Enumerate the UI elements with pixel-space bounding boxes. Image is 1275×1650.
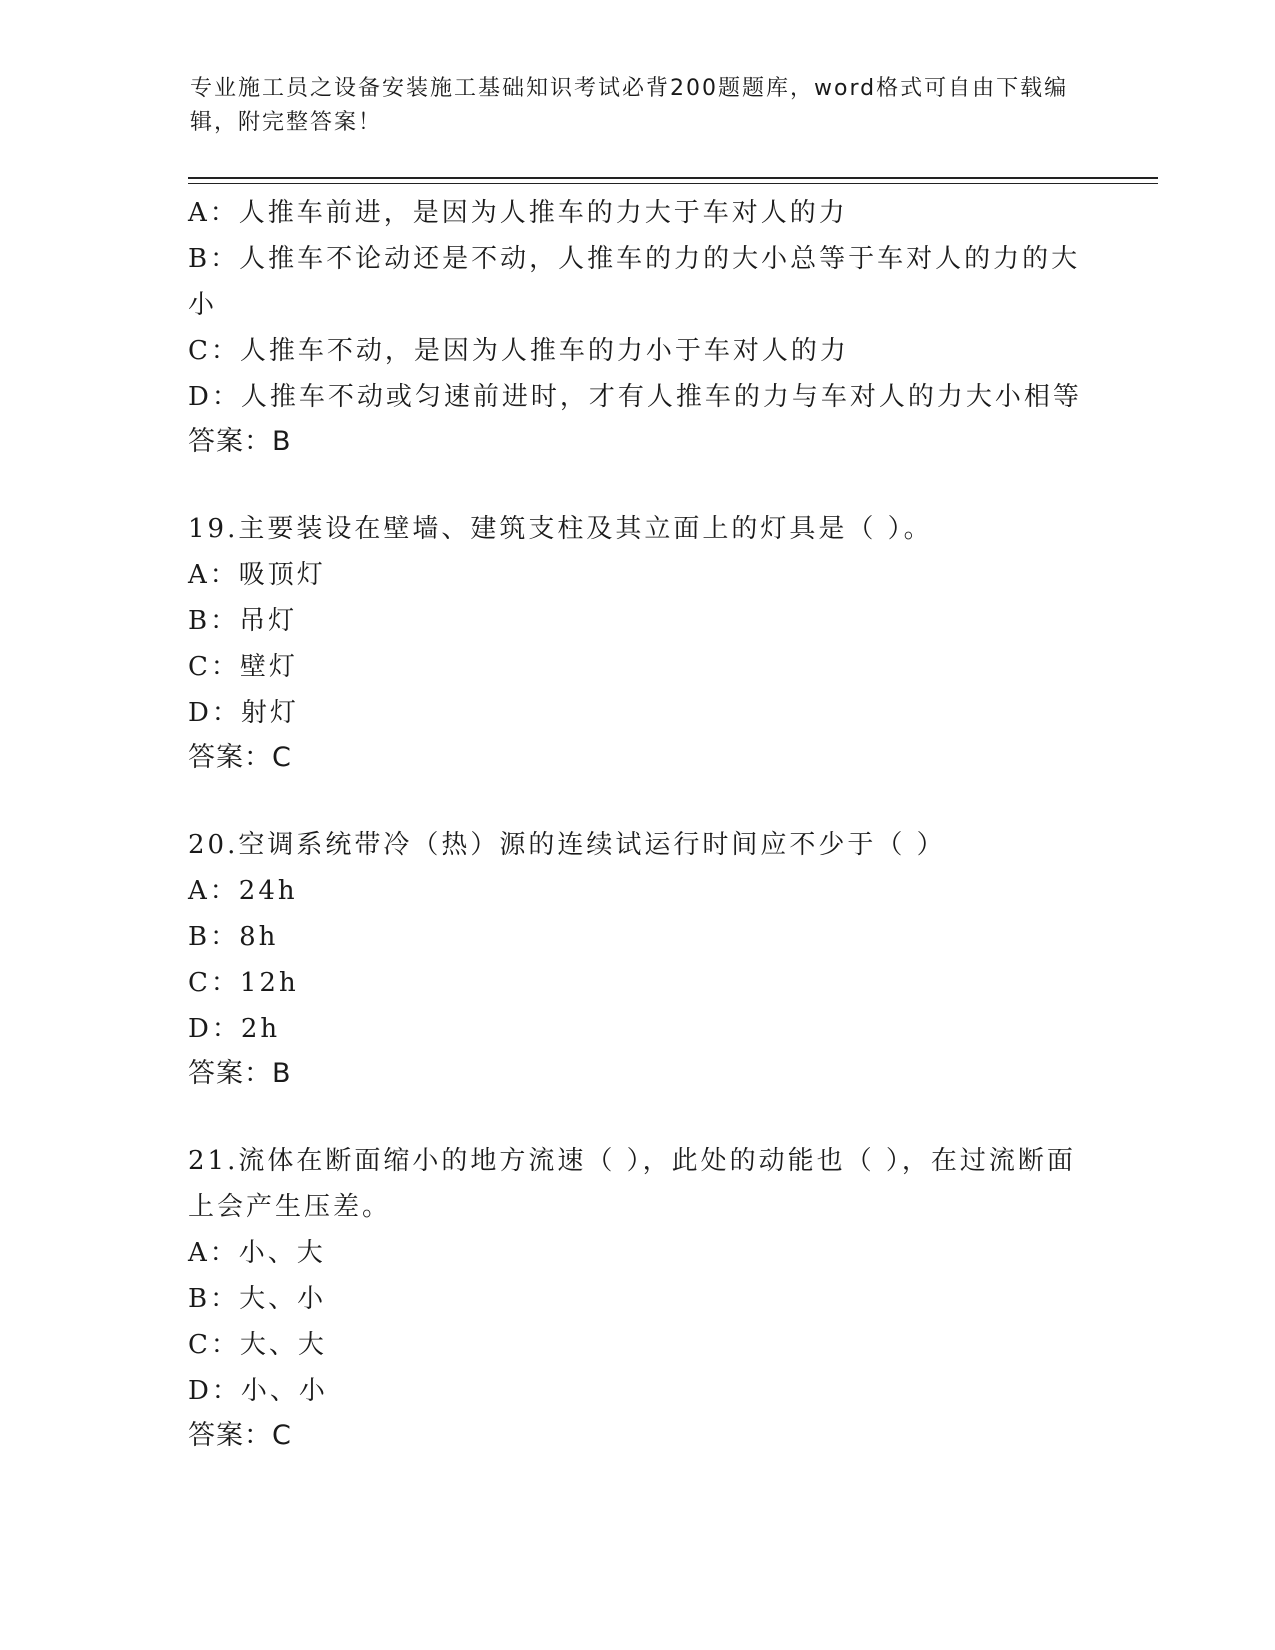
answer-line: 答案：B <box>188 1058 292 1089</box>
answer-line: 答案：C <box>188 742 292 773</box>
option-c: C：人推车不动，是因为人推车的力小于车对人的力 <box>188 336 849 366</box>
question-block <box>188 506 1088 780</box>
option-b: B：大、小 <box>188 1284 327 1314</box>
option-a: A：人推车前进，是因为人推车的力大于车对人的力 <box>188 198 848 228</box>
question-list <box>188 190 1088 1458</box>
answer-line: 答案：C <box>188 1420 292 1451</box>
question-block <box>188 822 1088 1096</box>
option-a: A：吸顶灯 <box>188 560 326 590</box>
option-c: C：大、大 <box>188 1330 327 1360</box>
option-b: B：人推车不论动还是不动，人推车的力的大小总等于车对人的力的大小 <box>188 244 1081 320</box>
question-text: 21.流体在断面缩小的地方流速（ ），此处的动能也（ ），在过流断面上会产生压差。 <box>188 1146 1076 1222</box>
option-b: B：8h <box>188 922 279 952</box>
question-text: 19.主要装设在壁墙、建筑支柱及其立面上的灯具是（ ）。 <box>188 514 933 544</box>
option-b: B：吊灯 <box>188 606 298 636</box>
option-a: A：小、大 <box>188 1238 326 1268</box>
option-c: C：壁灯 <box>188 652 298 682</box>
option-a: A：24h <box>188 876 298 906</box>
question-block <box>188 1138 1088 1458</box>
question-text: 20.空调系统带冷（热）源的连续试运行时间应不少于（ ） <box>188 830 946 860</box>
option-d: D：2h <box>188 1014 281 1044</box>
header-divider-thin <box>188 183 1158 184</box>
answer-line: 答案：B <box>188 426 292 457</box>
question-block <box>188 190 1088 464</box>
option-d: D：人推车不动或匀速前进时，才有人推车的力与车对人的力大小相等 <box>188 382 1082 412</box>
document-header: 专业施工员之设备安装施工基础知识考试必背200题题库，word格式可自由下载编辑，附完整答案！ <box>190 76 1069 135</box>
option-d: D：小、小 <box>188 1376 328 1406</box>
option-c: C：12h <box>188 968 299 998</box>
option-d: D：射灯 <box>188 698 299 728</box>
header-divider-thick <box>188 177 1158 179</box>
